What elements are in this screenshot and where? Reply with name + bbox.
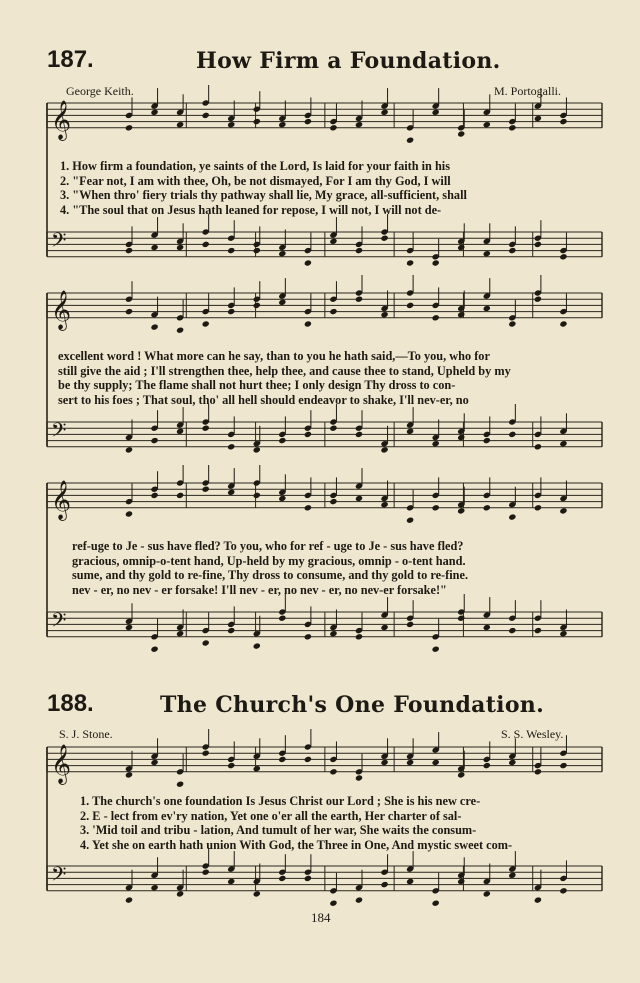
note-head: [278, 875, 286, 882]
note-head: [380, 624, 388, 631]
note-head: [559, 253, 567, 260]
note-head: [406, 259, 414, 266]
note-head: [457, 615, 465, 622]
note-head: [253, 302, 261, 309]
note-head: [355, 121, 363, 128]
treble-clef-icon: 𝄞: [51, 289, 72, 330]
note-head: [355, 896, 363, 903]
note-head: [355, 774, 363, 781]
note-head: [380, 881, 388, 888]
note-head: [406, 759, 414, 766]
note-head: [534, 241, 542, 248]
lyric-line: 2. "Fear not, I am with thee, Oh, be not dismayed, For I am thy God, I will: [60, 173, 451, 188]
bass-clef-icon: 𝄢: [51, 862, 67, 891]
note-head: [355, 495, 363, 502]
note-head: [406, 302, 414, 309]
note-head: [432, 259, 440, 266]
note-head: [432, 900, 440, 907]
note-head: [406, 428, 414, 435]
note-head: [483, 624, 491, 631]
note-head: [176, 630, 184, 637]
note-head: [227, 443, 235, 450]
note-head: [150, 109, 158, 116]
note-head: [125, 247, 133, 254]
note-head: [150, 244, 158, 251]
lyrics-system-1: [60, 159, 467, 217]
note-head: [202, 639, 210, 646]
note-head: [329, 498, 337, 505]
lyric-line: be thy supply; The flame shall not hurt thee; I only design Thy dross to con-: [58, 378, 456, 392]
note-head: [432, 504, 440, 511]
note-head: [380, 446, 388, 453]
note-head: [380, 759, 388, 766]
note-head: [304, 431, 312, 438]
note-head: [227, 121, 235, 128]
music-credit: S. S. Wesley.: [501, 727, 564, 741]
note-head: [278, 299, 286, 306]
note-head: [432, 314, 440, 321]
hymn-title: The Church's One Foundation.: [160, 692, 545, 718]
note-head: [534, 896, 542, 903]
note-head: [125, 446, 133, 453]
note-head: [176, 121, 184, 128]
note-head: [176, 781, 184, 788]
note-head: [534, 504, 542, 511]
note-head: [559, 630, 567, 637]
note-head: [380, 311, 388, 318]
lyric-line: 1. The church's one foundation Is Jesus Christ our Lord ; She is his new cre-: [80, 794, 481, 808]
note-head: [329, 630, 337, 637]
note-head: [508, 759, 516, 766]
lyrics-system-2: [58, 349, 511, 407]
note-head: [202, 320, 210, 327]
note-head: [483, 437, 491, 444]
note-head: [355, 247, 363, 254]
note-head: [253, 492, 261, 499]
note-head: [457, 878, 465, 885]
bass-clef-icon: 𝄢: [51, 228, 67, 257]
note-head: [457, 311, 465, 318]
note-head: [125, 624, 133, 631]
treble-clef-icon: 𝄞: [51, 743, 72, 784]
note-head: [253, 890, 261, 897]
note-head: [253, 118, 261, 125]
treble-clef-icon: 𝄞: [51, 99, 72, 140]
note-head: [559, 320, 567, 327]
note-head: [304, 875, 312, 882]
note-head: [483, 250, 491, 257]
note-head: [534, 627, 542, 634]
note-head: [227, 878, 235, 885]
note-head: [483, 890, 491, 897]
music-credit: M. Portogalli.: [494, 84, 562, 98]
note-head: [534, 115, 542, 122]
lyric-line: 1. How firm a foundation, ye saints of the Lord, Is laid for your faith in his: [60, 159, 451, 173]
note-head: [355, 633, 363, 640]
note-head: [202, 486, 210, 493]
note-head: [176, 327, 184, 334]
note-head: [227, 247, 235, 254]
note-head: [253, 446, 261, 453]
note-head: [202, 112, 210, 119]
note-head: [150, 884, 158, 891]
note-head: [150, 759, 158, 766]
lyric-line: 4. Yet she on earth hath union With God, the Three in One, And mystic sweet com-: [80, 837, 513, 852]
note-head: [125, 124, 133, 131]
note-head: [483, 762, 491, 769]
hymn-number: 187.: [47, 46, 94, 73]
note-head: [534, 768, 542, 775]
lyrics-system-3: [72, 539, 468, 597]
note-head: [329, 308, 337, 315]
note-head: [176, 244, 184, 251]
note-head: [202, 425, 210, 432]
note-head: [483, 504, 491, 511]
note-head: [355, 431, 363, 438]
note-head: [432, 440, 440, 447]
note-head: [483, 121, 491, 128]
note-head: [150, 646, 158, 653]
note-head: [227, 489, 235, 496]
note-head: [125, 510, 133, 517]
note-head: [227, 762, 235, 769]
note-head: [457, 771, 465, 778]
note-head: [380, 235, 388, 242]
note-head: [202, 750, 210, 757]
note-head: [457, 507, 465, 514]
note-head: [202, 241, 210, 248]
note-head: [329, 425, 337, 432]
note-head: [457, 130, 465, 137]
note-head: [304, 118, 312, 125]
note-head: [278, 121, 286, 128]
lyric-line: sert to his foes ; That soul, tho' all hell should endeavor to shake, I'll nev-er, no: [58, 392, 469, 407]
note-head: [329, 900, 337, 907]
note-head: [150, 323, 158, 330]
note-head: [278, 495, 286, 502]
note-head: [329, 768, 337, 775]
note-head: [380, 109, 388, 116]
note-head: [304, 320, 312, 327]
note-head: [227, 308, 235, 315]
note-head: [559, 118, 567, 125]
note-head: [253, 765, 261, 772]
note-head: [483, 305, 491, 312]
note-head: [150, 492, 158, 499]
hymn-title: How Firm a Foundation.: [196, 48, 501, 74]
note-head: [406, 517, 414, 524]
note-head: [125, 896, 133, 903]
note-head: [406, 621, 414, 628]
note-head: [508, 431, 516, 438]
note-head: [329, 124, 337, 131]
note-head: [253, 247, 261, 254]
bass-clef-icon: 𝄢: [51, 608, 67, 637]
note-head: [559, 762, 567, 769]
note-head: [304, 504, 312, 511]
note-head: [278, 437, 286, 444]
note-head: [304, 259, 312, 266]
lyric-line: sume, and thy gold to re-fine, Thy dross to consume, and thy gold to re-fine.: [72, 568, 469, 582]
treble-clef-icon: 𝄞: [51, 479, 72, 520]
note-head: [508, 513, 516, 520]
note-head: [508, 872, 516, 879]
note-head: [176, 492, 184, 499]
note-head: [150, 437, 158, 444]
note-head: [202, 869, 210, 876]
hymn-number: 188.: [47, 690, 94, 717]
note-head: [355, 296, 363, 303]
note-head: [559, 887, 567, 894]
note-head: [457, 434, 465, 441]
page-number: 184: [311, 910, 331, 925]
lyric-line: 2. E - lect from ev'ry nation, Yet one o'er all the earth, Her charter of sal-: [80, 808, 462, 823]
lyric-line: 3. "When thro' fiery trials thy pathway shall lie, My grace, all-sufficient, shall: [60, 188, 467, 202]
lyric-line: still give the aid ; I'll strengthen thee, help thee, and cause thee to stand, Upheld by my: [58, 363, 511, 378]
note-head: [176, 890, 184, 897]
note-head: [534, 296, 542, 303]
lyric-line: 3. 'Mid toil and tribu - lation, And tumult of her war, She waits the consum-: [80, 823, 477, 837]
note-head: [304, 756, 312, 763]
note-head: [432, 646, 440, 653]
note-head: [559, 507, 567, 514]
words-credit: George Keith.: [66, 84, 134, 98]
note-head: [534, 443, 542, 450]
note-head: [278, 250, 286, 257]
note-head: [278, 615, 286, 622]
note-head: [380, 501, 388, 508]
note-head: [227, 627, 235, 634]
note-head: [432, 759, 440, 766]
lyric-line: nev - er, no nev - er forsake! I'll nev - er, no nev - er, no nev-er forsake!": [72, 582, 447, 597]
note-head: [508, 124, 516, 131]
lyric-line: 4. "The soul that on Jesus hath leaned for repose, I will not, I will not de-: [60, 202, 442, 217]
note-head: [176, 428, 184, 435]
lyric-line: gracious, omnip-o-tent hand, Up-held by my gracious, omnip - o-tent hand.: [72, 553, 466, 568]
note-head: [253, 642, 261, 649]
lyrics-system-1: [80, 794, 512, 852]
note-head: [457, 244, 465, 251]
bass-clef-icon: 𝄢: [51, 418, 67, 447]
words-credit: S. J. Stone.: [59, 727, 113, 741]
note-head: [508, 627, 516, 634]
note-head: [125, 308, 133, 315]
note-head: [125, 771, 133, 778]
note-head: [304, 633, 312, 640]
note-head: [508, 320, 516, 327]
lyric-line: ref-uge to Je - sus have fled? To you, who for ref - uge to Je - sus have fled?: [72, 539, 464, 553]
note-head: [508, 247, 516, 254]
note-head: [406, 878, 414, 885]
note-head: [559, 440, 567, 447]
note-head: [329, 238, 337, 245]
note-head: [432, 109, 440, 116]
note-head: [406, 137, 414, 144]
lyric-line: excellent word ! What more can he say, than to you he hath said,—To you, who for: [58, 349, 490, 363]
note-head: [278, 756, 286, 763]
